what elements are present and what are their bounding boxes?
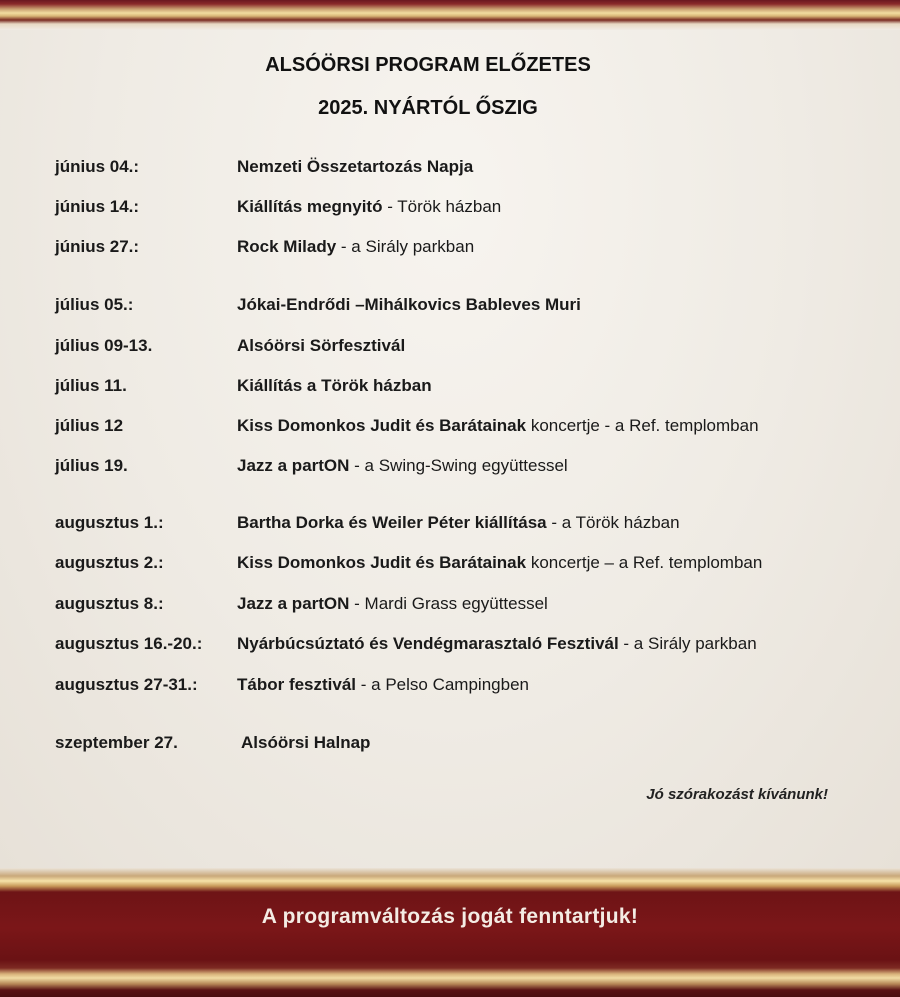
event-title: Kiállítás megnyitó - Török házban <box>237 197 502 216</box>
event-date: augusztus 8.: <box>55 594 164 613</box>
event-title: Nemzeti Összetartozás Napja <box>237 157 474 176</box>
event-row <box>0 336 900 360</box>
event-title: Alsóörsi Sörfesztivál <box>237 336 406 355</box>
event-title: Jazz a partON - Mardi Grass együttessel <box>237 594 548 613</box>
event-date: augusztus 2.: <box>55 553 164 572</box>
event-date: július 19. <box>55 456 128 475</box>
top-decorative-band <box>0 0 900 30</box>
event-title: Jazz a partON - a Swing-Swing együttessel <box>237 456 568 475</box>
event-row <box>0 675 900 699</box>
event-title: Kiss Domonkos Judit és Barátainak koncertje - a Ref. templomban <box>237 416 759 435</box>
event-row <box>0 295 900 319</box>
event-row <box>0 157 900 181</box>
poster-title: ALSÓÖRSI PROGRAM ELŐZETES <box>265 54 591 76</box>
event-row <box>0 594 900 618</box>
event-title: Kiss Domonkos Judit és Barátainak koncertje – a Ref. templomban <box>237 553 763 572</box>
event-row <box>0 456 900 480</box>
event-date: augusztus 27-31.: <box>55 675 198 694</box>
event-row <box>0 416 900 440</box>
event-title: Jókai-Endrődi –Mihálkovics Bableves Muri <box>237 295 581 314</box>
event-date: július 09-13. <box>55 336 153 355</box>
event-date: július 05.: <box>55 295 134 314</box>
event-row <box>0 553 900 577</box>
event-row <box>0 513 900 537</box>
event-row <box>0 634 900 658</box>
event-title: Rock Milady - a Sirály parkban <box>237 237 475 256</box>
event-title: Nyárbúcsúztató és Vendégmarasztaló Fesztivál - a Sirály parkban <box>237 634 757 653</box>
event-row <box>0 237 900 261</box>
closing-wish: Jó szórakozást kívánunk! <box>646 786 828 803</box>
event-date: július 11. <box>55 376 127 395</box>
bottom-decorative-band <box>0 868 900 997</box>
event-title: Bartha Dorka és Weiler Péter kiállítása - a Török házban <box>237 513 680 532</box>
event-date: június 04.: <box>55 157 140 176</box>
event-title: Tábor fesztivál - a Pelso Campingben <box>237 675 529 694</box>
poster-subtitle: 2025. NYÁRTÓL ŐSZIG <box>318 97 538 119</box>
event-date: június 27.: <box>55 237 140 256</box>
event-date: július 12 <box>55 416 124 435</box>
event-row <box>0 197 900 221</box>
event-title: Kiállítás a Török házban <box>237 376 432 395</box>
event-date: augusztus 16.-20.: <box>55 634 203 653</box>
event-row <box>0 376 900 400</box>
footer-notice: A programváltozás jogát fenntartjuk! <box>261 905 639 928</box>
event-date: augusztus 1.: <box>55 513 164 532</box>
event-date: szeptember 27. <box>55 733 178 752</box>
event-row <box>0 733 900 757</box>
event-title: Alsóörsi Halnap <box>241 733 371 752</box>
event-date: június 14.: <box>55 197 140 216</box>
